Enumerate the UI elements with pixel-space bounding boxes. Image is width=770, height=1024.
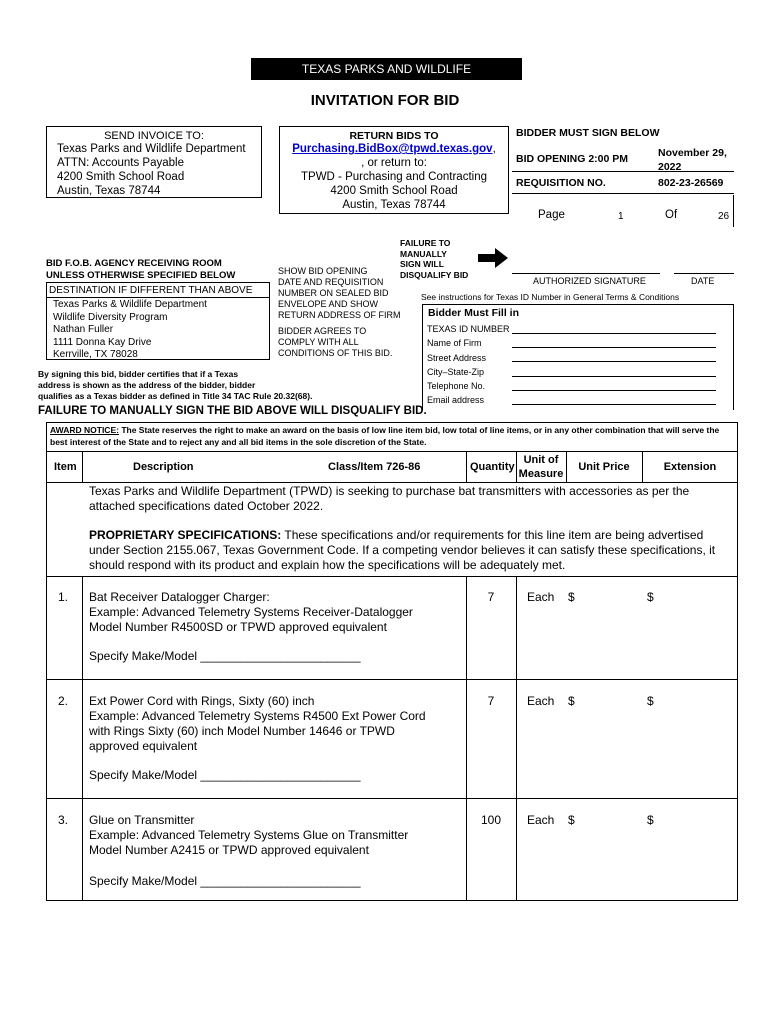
show-bid-line: NUMBER ON SEALED BID [278, 288, 389, 298]
show-bid-line: DATE AND REQUISITION [278, 277, 384, 287]
destination-line: 1111 Donna Kay Drive [53, 336, 152, 348]
item-description [89, 590, 413, 635]
unit-header-line1: Unit of [523, 454, 559, 466]
invoice-line: ATTN: Accounts Payable [57, 157, 184, 169]
street-address-input[interactable] [512, 361, 716, 362]
page-number: 1 [618, 211, 624, 222]
bidder-must-sign: BIDDER MUST SIGN BELOW [516, 127, 660, 139]
agrees-note [278, 326, 392, 359]
of-label: Of [665, 209, 678, 221]
item-quantity: 7 [487, 694, 495, 708]
certify-line: address is shown as the address of the bidder, bidder [38, 380, 256, 390]
certify-note [38, 369, 312, 402]
award-notice-box [46, 422, 738, 452]
certify-line: By signing this bid, bidder certifies that if a Texas [38, 369, 239, 379]
agency-bar: TEXAS PARKS AND WILDLIFE [251, 58, 522, 80]
texas-id-label: TEXAS ID NUMBER [427, 324, 510, 334]
opening-date-line1: November 29, [658, 147, 727, 159]
item-desc-line: Model Number R4500SD or TPWD approved equivalent [89, 620, 387, 634]
item-number: 2. [58, 694, 69, 708]
bidbox-email-link[interactable]: Purchasing.BidBox@tpwd.texas.gov [292, 143, 493, 155]
item-extension[interactable]: $ [647, 694, 654, 708]
specify-make-model[interactable]: Specify Make/Model ________________________ [89, 649, 361, 663]
item-description [89, 813, 408, 858]
item-desc-line: with Rings Sixty (60) inch Model Number 14646 or TPWD [89, 724, 395, 738]
requisition-label: REQUISITION NO. [516, 177, 606, 189]
col-header-unit-of-measure [516, 453, 566, 481]
fob-heading [46, 258, 235, 282]
date-line[interactable] [674, 273, 734, 274]
fob-line2: UNLESS OTHERWISE SPECIFIED BELOW [46, 270, 236, 281]
destination-box [46, 282, 270, 360]
destination-label: DESTINATION IF DIFFERENT THAN ABOVE [47, 283, 269, 298]
item-desc-line: Example: Advanced Telemetry Systems Receiver-Datalogger [89, 605, 413, 619]
street-address-label: Street Address [427, 352, 487, 363]
email-label: Email address [427, 395, 485, 406]
agrees-line: CONDITIONS OF THIS BID. [278, 348, 393, 358]
item-unit: Each [527, 694, 555, 708]
signature-line[interactable] [512, 273, 660, 274]
item-unit-price[interactable]: $ [568, 590, 575, 604]
item-unit-price[interactable]: $ [568, 813, 575, 827]
unit-header-line2: Measure [518, 468, 564, 480]
failure-line: MANUALLY [400, 248, 447, 259]
return-line: Austin, Texas 78744 [342, 199, 446, 211]
agrees-line: COMPLY WITH ALL [278, 337, 359, 347]
col-header-extension: Extension [663, 461, 717, 473]
failure-warning: FAILURE TO MANUALLY SIGN THE BID ABOVE WILL DISQUALIFY BID. [38, 405, 427, 417]
invoice-line: Austin, Texas 78744 [57, 185, 161, 197]
certify-line: qualifies as a Texas bidder as defined in Title 34 TAC Rule 20.32(68). [38, 391, 313, 401]
item-extension[interactable]: $ [647, 813, 654, 827]
intro-text: Texas Parks and Wildlife Department (TPWD) is seeking to purchase bat transmitters with accessories as per the attached specifications dated October 2022. [89, 484, 690, 513]
failure-note [400, 238, 468, 280]
destination-line: Nathan Fuller [53, 324, 114, 335]
send-invoice-label: SEND INVOICE TO: [104, 130, 204, 142]
award-notice-label: AWARD NOTICE: [50, 425, 119, 435]
show-bid-line: RETURN ADDRESS OF FIRM [278, 310, 401, 320]
firm-name-input[interactable] [512, 347, 716, 348]
item-desc-line: Ext Power Cord with Rings, Sixty (60) inch [89, 694, 315, 708]
failure-line: DISQUALIFY BID [400, 269, 469, 280]
destination-line: Kerrville, TX 78028 [53, 349, 138, 360]
invoice-line: 4200 Smith School Road [57, 171, 185, 183]
fob-line1: BID F.O.B. AGENCY RECEIVING ROOM [46, 258, 222, 269]
col-header-description: Description [133, 461, 194, 473]
col-header-item: Item [54, 461, 77, 473]
show-bid-line: SHOW BID OPENING [278, 266, 368, 276]
item-quantity: 100 [480, 813, 502, 827]
item-description [89, 694, 426, 754]
requisition-value: 802-23-26569 [658, 177, 724, 189]
texas-id-input[interactable] [512, 333, 716, 334]
return-bids-label: RETURN BIDS TO [349, 130, 439, 142]
return-line: TPWD - Purchasing and Contracting [301, 171, 487, 183]
bid-opening-date [658, 146, 727, 174]
return-bids-box [279, 126, 509, 214]
texas-id-instructions: See instructions for Texas ID Number in General Terms & Conditions [421, 292, 680, 302]
item-desc-line: approved equivalent [89, 739, 198, 753]
send-invoice-box [46, 126, 262, 198]
item-quantity: 7 [487, 590, 495, 604]
arrow-right-icon [478, 248, 508, 268]
item-unit: Each [527, 813, 555, 827]
return-line: , or return to: [361, 157, 427, 169]
col-header-class-item: Class/Item 726-86 [328, 461, 421, 473]
email-input[interactable] [512, 404, 716, 405]
opening-date-line2: 2022 [658, 161, 682, 173]
invoice-line: Texas Parks and Wildlife Department [57, 143, 246, 155]
city-state-zip-label: City–State-Zip [427, 366, 485, 377]
date-label: DATE [691, 276, 715, 286]
authorized-signature-label: AUTHORIZED SIGNATURE [533, 276, 646, 286]
col-header-unit-price: Unit Price [578, 461, 630, 473]
agrees-line: BIDDER AGREES TO [278, 326, 367, 336]
item-number: 1. [58, 590, 69, 604]
bidder-fill-title: Bidder Must Fill in [428, 307, 519, 319]
item-desc-line: Example: Advanced Telemetry Systems R4500 Ext Power Cord [89, 709, 426, 723]
return-line: 4200 Smith School Road [330, 185, 458, 197]
award-notice-text: The State reserves the right to make an award on the basis of low line item bid, low total of line items, or in any other combination that will serve the best interest of the State and to reject any and all bid items in the sole discretion of the State. [50, 425, 720, 447]
specify-make-model[interactable]: Specify Make/Model ________________________ [89, 768, 361, 782]
item-desc-line: Model Number A2415 or TPWD approved equivalent [89, 843, 369, 857]
page-total: 26 [718, 211, 730, 222]
firm-name-label: Name of Firm [427, 338, 482, 349]
show-bid-line: ENVELOPE AND SHOW [278, 299, 379, 309]
bidder-field-labels [427, 322, 510, 408]
city-state-zip-input[interactable] [512, 376, 716, 377]
specify-make-model[interactable]: Specify Make/Model ________________________ [89, 874, 361, 888]
destination-line: Texas Parks & Wildlife Department [53, 299, 207, 310]
page-title: INVITATION FOR BID [310, 92, 460, 109]
item-desc-line: Example: Advanced Telemetry Systems Glue on Transmitter [89, 828, 409, 842]
proprietary-spec [89, 528, 729, 573]
destination-line: Wildlife Diversity Program [53, 311, 168, 323]
page-label: Page [538, 209, 565, 221]
col-header-quantity: Quantity [470, 461, 515, 473]
failure-line: SIGN WILL [400, 259, 444, 269]
show-bid-note [278, 266, 401, 321]
item-extension[interactable]: $ [647, 590, 654, 604]
item-unit: Each [527, 590, 555, 604]
item-desc-line: Glue on Transmitter [89, 813, 195, 827]
proprietary-text: These specifications and/or requirements for this line item are being advertised under Section 2155.067, Texas Government Code. If a competing vendor believes it can satisfy these specifications, it should respond with its product and explain how the specifications will be adequately met. [89, 528, 716, 572]
item-desc-line: Bat Receiver Datalogger Charger: [89, 590, 270, 604]
item-unit-price[interactable]: $ [568, 694, 575, 708]
telephone-label: Telephone No. [427, 381, 486, 392]
telephone-input[interactable] [512, 390, 716, 391]
failure-line: FAILURE TO [400, 238, 451, 248]
bid-opening-label: BID OPENING 2:00 PM [516, 153, 629, 165]
item-number: 3. [58, 813, 69, 827]
email-suffix: , [492, 143, 496, 155]
proprietary-label: PROPRIETARY SPECIFICATIONS: [89, 528, 282, 542]
